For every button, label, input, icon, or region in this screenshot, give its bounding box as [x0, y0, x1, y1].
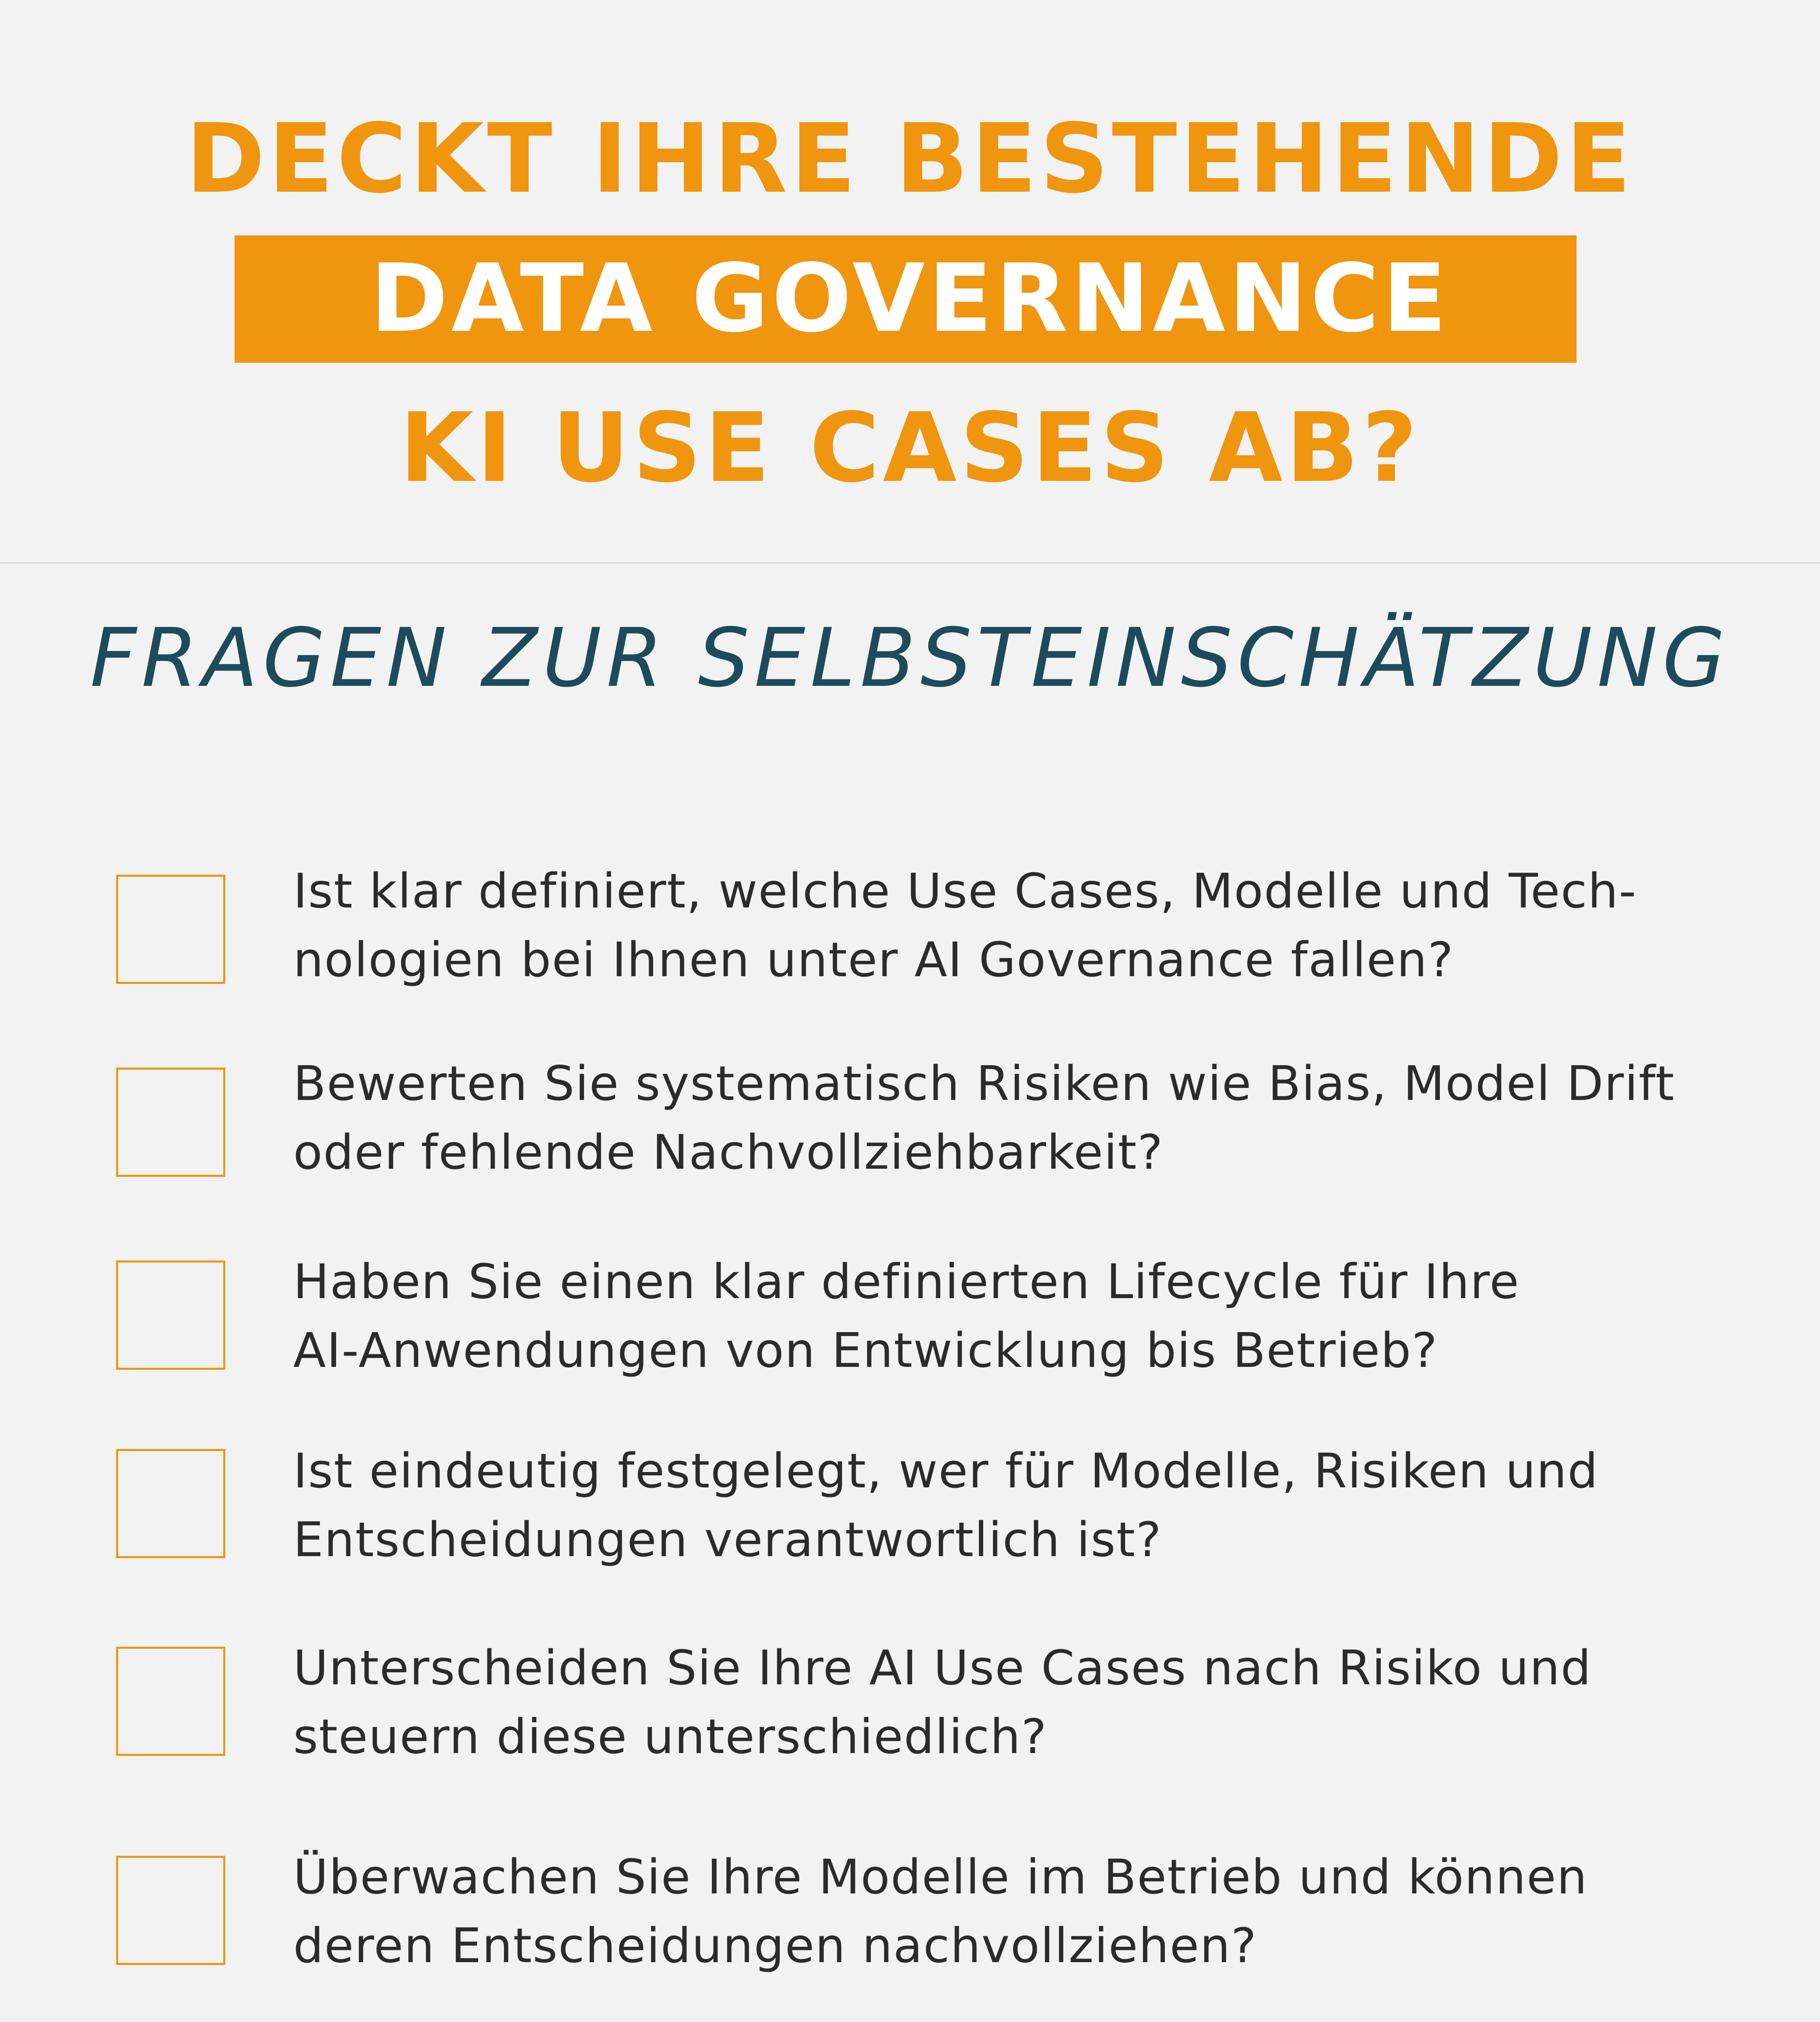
- question-2-line-2: oder fehlende Nachvollziehbarkeit?: [293, 1124, 1164, 1180]
- question-1-line-2: nologien bei Ihnen unter AI Governance fallen?: [293, 932, 1454, 988]
- question-4-line-1: Ist eindeutig festgelegt, wer für Modelle, Risiken und: [293, 1443, 1599, 1499]
- question-1-line-1: Ist klar definiert, welche Use Cases, Modelle und Tech-: [293, 863, 1637, 919]
- checkbox-2[interactable]: [116, 1068, 225, 1177]
- question-5-line-2: steuern diese unterschiedlich?: [293, 1709, 1048, 1764]
- headline-line-2: DATA GOVERNANCE: [370, 244, 1450, 353]
- question-4-line-2: Entscheidungen verantwortlich ist?: [293, 1512, 1162, 1567]
- question-text-2: [293, 1049, 1733, 1187]
- divider: [0, 562, 1820, 564]
- checkbox-3[interactable]: [116, 1261, 225, 1370]
- subtitle: FRAGEN ZUR SELBSTEINSCHÄTZUNG: [90, 611, 1730, 705]
- question-5-line-1: Unterscheiden Sie Ihre AI Use Cases nach Risiko und: [293, 1640, 1592, 1696]
- question-3-line-1: Haben Sie einen klar definierten Lifecycle für Ihre: [293, 1254, 1520, 1309]
- checkbox-4[interactable]: [116, 1449, 225, 1558]
- question-6-line-1: Überwachen Sie Ihre Modelle im Betrieb und können: [293, 1849, 1588, 1905]
- headline-line-1: DECKT IHRE BESTEHENDE: [186, 103, 1634, 214]
- question-text-3: [293, 1247, 1733, 1385]
- question-text-5: [293, 1633, 1733, 1771]
- question-6-line-2: deren Entscheidungen nachvollziehen?: [293, 1918, 1257, 1973]
- checkbox-6[interactable]: [116, 1856, 225, 1965]
- question-text-1: [293, 857, 1733, 994]
- question-text-6: [293, 1842, 1733, 1980]
- question-3-line-2: AI-Anwendungen von Entwicklung bis Betrieb?: [293, 1322, 1438, 1378]
- question-2-line-1: Bewerten Sie systematisch Risiken wie Bias, Model Drift: [293, 1055, 1675, 1111]
- question-text-4: [293, 1436, 1733, 1574]
- checkbox-1[interactable]: [116, 875, 225, 984]
- headline-line-3: KI USE CASES AB?: [399, 392, 1421, 503]
- checkbox-5[interactable]: [116, 1647, 225, 1756]
